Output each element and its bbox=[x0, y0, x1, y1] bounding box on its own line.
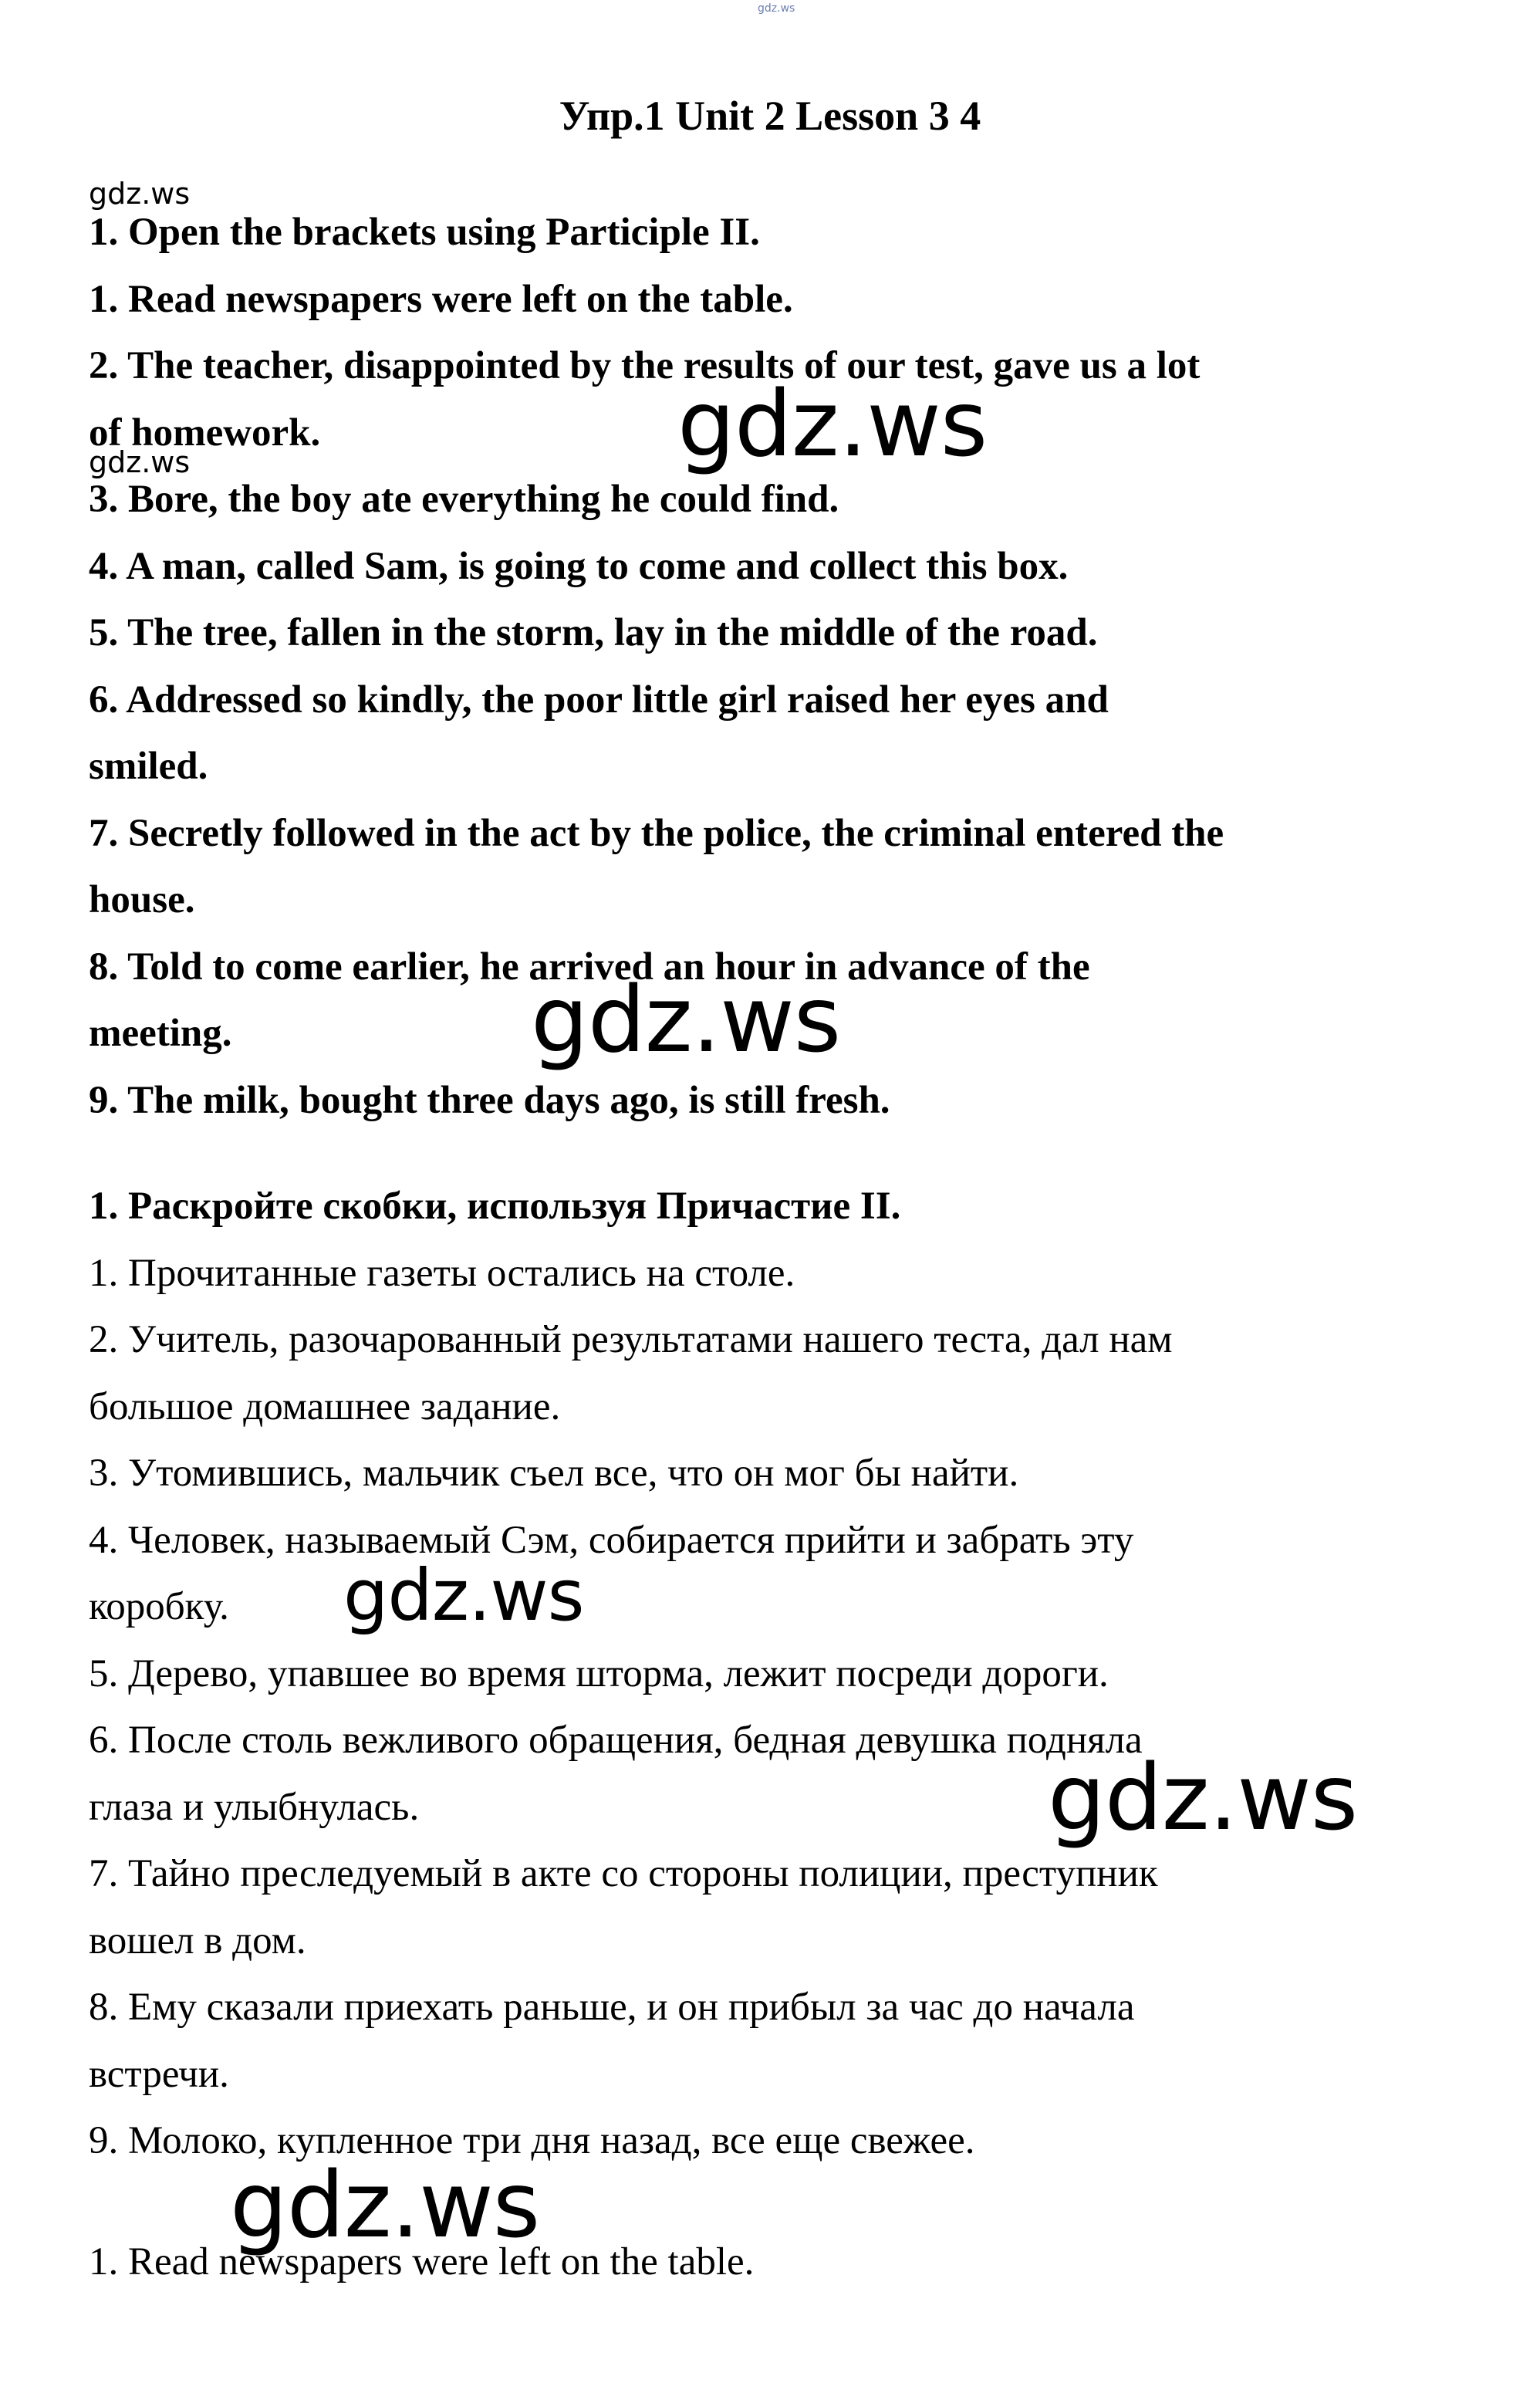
russian-line: 4. Человек, называемый Сэм, собирается прийти и забрать эту bbox=[89, 1518, 1134, 1562]
watermark-large-2: gdz.ws bbox=[531, 966, 841, 1073]
english-line: 4. A man, called Sam, is going to come and collect this box. bbox=[89, 544, 1069, 588]
english-line: of homework. bbox=[89, 411, 321, 455]
russian-line: большое домашнее задание. bbox=[89, 1384, 561, 1428]
watermark-small-2: gdz.ws bbox=[89, 445, 191, 479]
russian-line: встречи. bbox=[89, 2052, 229, 2096]
watermark-small-1: gdz.ws bbox=[89, 177, 191, 211]
english-line: 6. Addressed so kindly, the poor little girl raised her eyes and bbox=[89, 678, 1109, 722]
watermark-large-1: gdz.ws bbox=[677, 370, 988, 477]
russian-line: глаза и улыбнулась. bbox=[89, 1785, 420, 1829]
trailing-line: 1. Read newspapers were left on the table. bbox=[89, 2240, 755, 2284]
russian-line: 9. Молоко, купленное три дня назад, все еще свежее. bbox=[89, 2119, 975, 2162]
russian-line: 7. Тайно преследуемый в акте со стороны полиции, преступник bbox=[89, 1852, 1158, 1895]
english-line: 5. The tree, fallen in the storm, lay in the middle of the road. bbox=[89, 611, 1098, 654]
page-title: Упр.1 Unit 2 Lesson 3 4 bbox=[559, 93, 981, 139]
watermark-large-3: gdz.ws bbox=[343, 1554, 584, 1637]
russian-line: 8. Ему сказали приехать раньше, и он прибыл за час до начала bbox=[89, 1986, 1135, 2029]
russian-line: 1. Прочитанные газеты остались на столе. bbox=[89, 1251, 795, 1295]
english-line: 1. Read newspapers were left on the table. bbox=[89, 277, 793, 321]
russian-line: коробку. bbox=[89, 1585, 229, 1628]
english-line: 8. Told to come earlier, he arrived an hour in advance of the bbox=[89, 945, 1090, 989]
watermark-large-5: gdz.ws bbox=[230, 2152, 540, 2258]
russian-line: 3. Утомившись, мальчик съел все, что он мог бы найти. bbox=[89, 1452, 1019, 1495]
english-line: 3. Bore, the boy ate everything he could find. bbox=[89, 478, 839, 521]
english-line: house. bbox=[89, 878, 195, 921]
russian-line: 2. Учитель, разочарованный результатами нашего теста, дал нам bbox=[89, 1318, 1173, 1361]
russian-line: вошел в дом. bbox=[89, 1918, 306, 1962]
russian-line: 5. Дерево, упавшее во время шторма, лежит посреди дороги. bbox=[89, 1651, 1109, 1695]
russian-line: 6. После столь вежливого обращения, бедная девушка подняла bbox=[89, 1719, 1143, 1762]
russian-heading: 1. Раскройте скобки, используя Причастие II. bbox=[89, 1185, 901, 1228]
english-heading: 1. Open the brackets using Participle II. bbox=[89, 211, 760, 254]
english-line: 2. The teacher, disappointed by the results of our test, gave us a lot bbox=[89, 344, 1201, 387]
watermark-large-4: gdz.ws bbox=[1048, 1744, 1358, 1851]
watermark-top-tiny: gdz.ws bbox=[758, 2, 795, 15]
russian-exercise bbox=[89, 1173, 1462, 2175]
english-line: 7. Secretly followed in the act by the police, the criminal entered the bbox=[89, 811, 1224, 855]
english-line: smiled. bbox=[89, 745, 208, 788]
english-line: 9. The milk, bought three days ago, is still fresh. bbox=[89, 1078, 890, 1122]
english-line: meeting. bbox=[89, 1012, 232, 1055]
